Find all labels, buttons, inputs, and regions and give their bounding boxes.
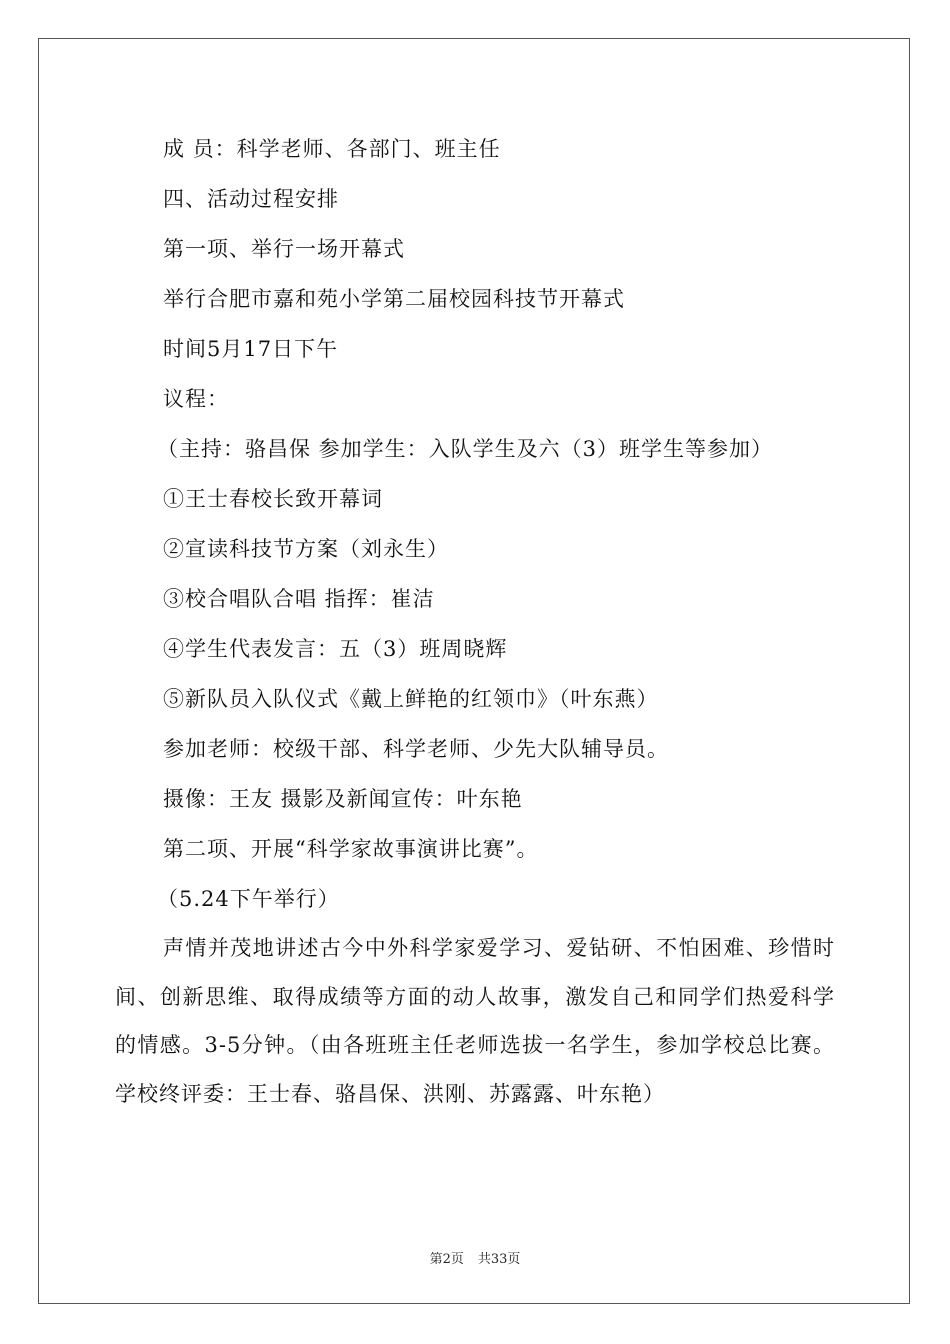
agenda-item-3: ③校合唱队合唱 指挥：崔洁 [163, 587, 435, 611]
page-total: 共33页 [477, 1252, 521, 1267]
document-body [115, 124, 835, 1118]
page-footer [0, 1248, 950, 1267]
item-one-heading: 第一项、举行一场开幕式 [163, 237, 405, 261]
teachers-line: 参加老师：校级干部、科学老师、少先大队辅导员。 [163, 737, 669, 761]
members-line: 成 员：科学老师、各部门、班主任 [163, 137, 501, 161]
opening-ceremony-line: 举行合肥市嘉和苑小学第二届校园科技节开幕式 [163, 287, 625, 311]
section-heading-schedule: 四、活动过程安排 [163, 187, 339, 211]
host-line: （主持：骆昌保 参加学生：入队学生及六（3）班学生等参加） [157, 437, 774, 461]
item-two-heading: 第二项、开展“科学家故事演讲比赛”。 [163, 837, 539, 861]
item-two-time: （5.24下午举行） [157, 887, 340, 911]
agenda-item-4: ④学生代表发言：五（3）班周晓辉 [163, 637, 508, 661]
camera-line: 摄像：王友 摄影及新闻宣传：叶东艳 [163, 787, 523, 811]
speech-contest-paragraph: 声情并茂地讲述古今中外科学家爱学习、爱钻研、不怕困难、珍惜时间、创新思维、取得成绩等方面的动人故事，激发自己和同学们热爱科学的情感。3-5分钟。（由各班班主任老师选拔一名学生，参加学校总比赛。学校终评委：王士春、骆昌保、洪刚、苏露露、叶东艳） [115, 936, 835, 1106]
agenda-item-2: ②宣读科技节方案（刘永生） [163, 537, 449, 561]
agenda-item-5: ⑤新队员入队仪式《戴上鲜艳的红领巾》（叶东燕） [163, 687, 659, 711]
agenda-item-1: ①王士春校长致开幕词 [163, 487, 383, 511]
page-number: 第2页 [429, 1252, 464, 1267]
time-line: 时间5月17日下午 [163, 337, 339, 361]
agenda-label: 议程： [163, 387, 229, 411]
